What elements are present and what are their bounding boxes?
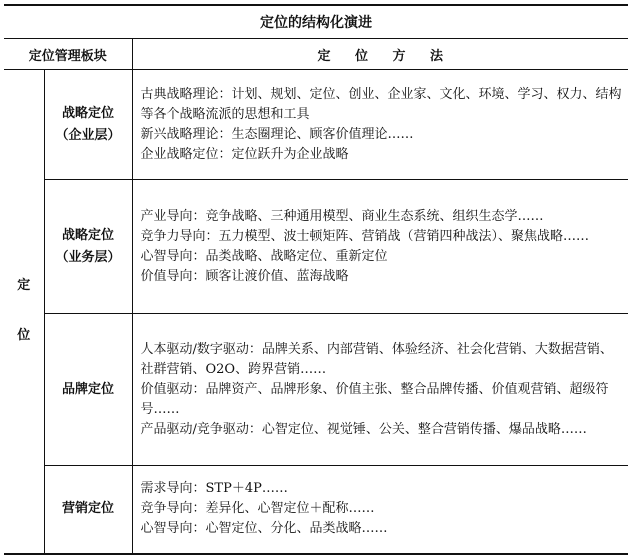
category-cell [44,180,132,314]
table-row [4,70,628,180]
method-line: 企业战略定位：定位跃升为企业战略 [140,146,349,162]
category-cell [44,314,132,466]
method-line: 竞争导向：差异化、心智定位＋配称…… [140,501,375,517]
table-row [4,466,628,554]
positioning-evolution-table [4,4,628,555]
category-level: （企业层） [55,127,121,143]
header-positioning-methods: 定 位 方 法 [132,39,628,70]
method-line: 价值驱动：品牌资产、品牌形象、价值主张、整合品牌传播、价值观营销、超级符号…… [140,381,609,417]
category-name: 营销定位 [61,501,114,517]
header-management-section: 定位管理板块 [4,39,132,70]
method-line: 产业导向：竞争战略、三种通用模型、商业生态系统、组织生态学…… [140,208,544,224]
outer-label-char: 定 [17,278,31,294]
methods-cell [132,314,628,466]
method-line: 心智导向：心智定位、分化、品类战略…… [140,521,388,537]
method-line: 心智导向：品类战略、战略定位、重新定位 [140,248,388,264]
category-name: 战略定位 [61,227,114,243]
outer-label-char: 位 [17,328,31,344]
method-line: 新兴战略理论：生态圈理论、顾客价值理论…… [140,126,414,142]
category-cell [44,70,132,180]
outer-label-positioning [4,70,44,554]
category-name: 战略定位 [61,105,114,121]
method-line: 需求导向：STP＋4P…… [140,481,288,497]
table-row [4,314,628,466]
methods-cell [132,180,628,314]
table-row [4,180,628,314]
method-line: 价值导向：顾客让渡价值、蓝海战略 [140,268,349,284]
methods-cell [132,70,628,180]
category-cell [44,466,132,554]
method-line: 产品驱动/竞争驱动：心智定位、视觉锤、公关、整合营销传播、爆品战略…… [140,421,587,437]
category-level: （业务层） [55,249,121,265]
category-name: 品牌定位 [61,381,114,397]
method-line: 古典战略理论：计划、规划、定位、创业、企业家、文化、环境、学习、权力、结构等各个战略流派的思想和工具 [140,86,622,122]
method-line: 竞争力导向：五力模型、波士顿矩阵、营销战（营销四种战法）、聚焦战略…… [140,228,590,244]
methods-cell [132,466,628,554]
method-line: 人本驱动/数字驱动：品牌关系、内部营销、体验经济、社会化营销、大数据营销、社群营销、O2O、跨界营销…… [140,341,613,377]
table-title: 定位的结构化演进 [4,5,628,39]
